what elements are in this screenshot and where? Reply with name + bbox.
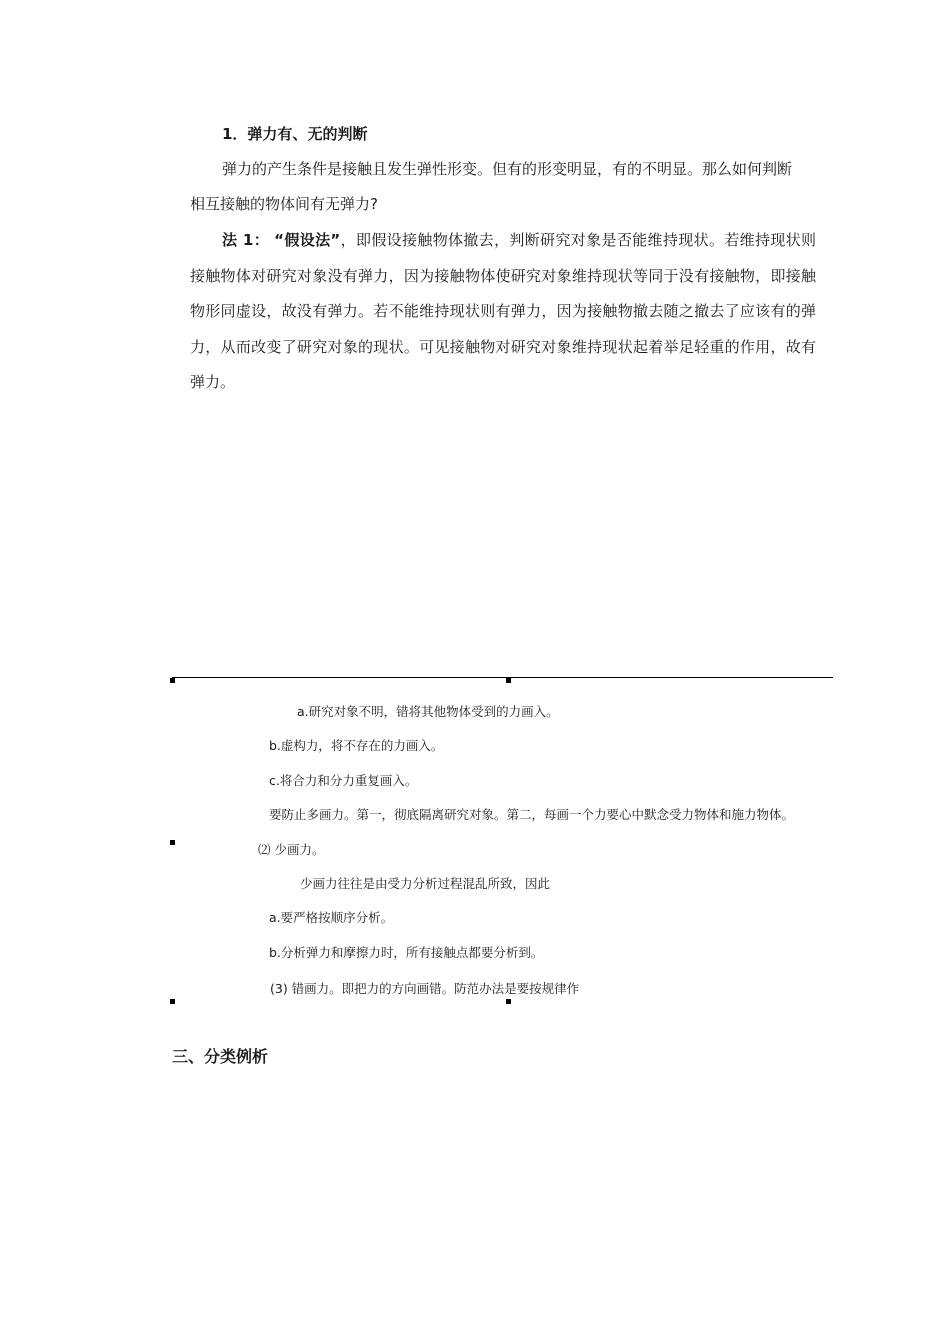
- list-item: b.虚构力，将不存在的力画入。: [269, 738, 444, 753]
- list-item: (3) 错画力。即把力的方向画错。防范办法是要按规律作: [270, 981, 580, 996]
- list-item: ⑵ 少画力。: [258, 842, 325, 857]
- method-body: ，即假设接触物体撤去，判断研究对象是否能维持现状。若维持现状则接触物体对研究对象没有弹力，因为接触物体使研究对象维持现状等同于没有接触物，即接触物形同虚设，故没有弹力。若不能维持现状则有弹力，因为接触物撤去随之撤去了应该有的弹力，从而改变了研究对象的现状。可见接触物对研究对象维持现状起着举足轻重的作用，故有弹力。: [190, 231, 816, 391]
- frame-text: 少画力往往是由受力分析过程混乱所致，因此: [300, 876, 551, 891]
- list-item: a.要严格按顺序分析。: [269, 910, 394, 925]
- list-item: c.将合力和分力重复画入。: [269, 773, 418, 788]
- frame-handle[interactable]: [506, 999, 511, 1004]
- paragraph-line: 弹力的产生条件是接触且发生弹性形变。但有的形变明显，有的不明显。那么如何判断: [222, 160, 793, 178]
- frame-handle[interactable]: [170, 678, 175, 683]
- method-label: 法 1：: [222, 231, 270, 249]
- text-frame-border: [172, 677, 833, 678]
- frame-handle[interactable]: [170, 999, 175, 1004]
- list-item: b.分析弹力和摩擦力时，所有接触点都要分析到。: [269, 945, 544, 960]
- section-heading: 1．弹力有、无的判断: [222, 125, 368, 143]
- frame-text: 要防止多画力。第一，彻底隔离研究对象。第二，每画一个力要心中默念受力物体和施力物体。: [269, 807, 795, 822]
- frame-handle[interactable]: [506, 678, 511, 683]
- method-paragraph: [190, 223, 816, 401]
- section-title: 三、分类例析: [172, 1047, 269, 1066]
- list-item: a.研究对象不明，错将其他物体受到的力画入。: [297, 704, 559, 719]
- frame-handle[interactable]: [170, 840, 175, 845]
- paragraph-line: 相互接触的物体间有无弹力?: [190, 195, 378, 213]
- method-term: “假设法”: [274, 231, 341, 249]
